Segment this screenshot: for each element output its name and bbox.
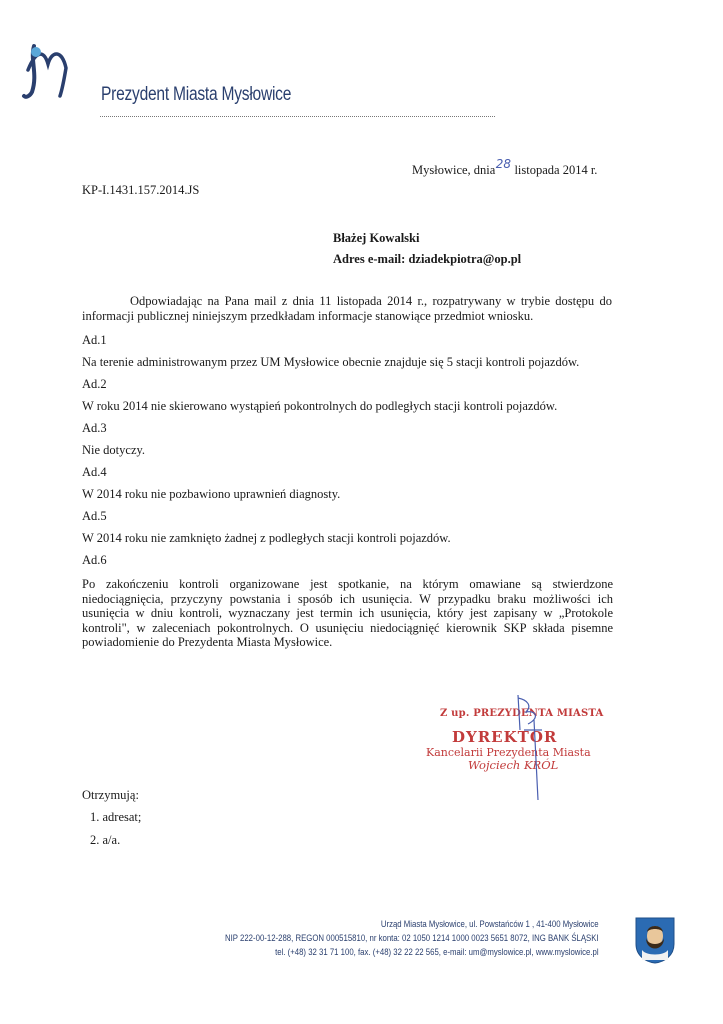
item-text-3: Nie dotyczy. bbox=[82, 443, 146, 457]
header-divider bbox=[100, 116, 495, 117]
stamp-line-2: DYREKTOR bbox=[452, 728, 558, 746]
letter-date bbox=[412, 157, 598, 178]
item-text-4: W 2014 roku nie pozbawiono uprawnień diagnosty. bbox=[82, 487, 341, 501]
recipient-name: Błażej Kowalski bbox=[333, 231, 420, 245]
stamp-line-4: Wojciech KRÓL bbox=[468, 758, 559, 772]
stamp-line-3: Kancelarii Prezydenta Miasta bbox=[426, 746, 591, 759]
footer-line-1: Urząd Miasta Mysłowice, ul. Powstańców 1 , 41-400 Mysłowice bbox=[381, 919, 599, 930]
item-label-5: Ad.5 bbox=[82, 509, 107, 523]
city-crest-icon bbox=[634, 916, 676, 964]
item-text-6: Po zakończeniu kontroli organizowane jest spotkanie, na którym omawiane są stwierdzone niedociągnięcia, przyczyny powstania i sposób ich usunięcia. W przypadku braku możliwości ich usunięcia w dniu kontroli, wyznaczany jest termin ich usunięcia, który jest zapisany w „Protokole kontroli", w zaleceniach pokontrolnych. O usunięciu niedociągnięć kierownik SKP składa pisemne powiadomienie do Prezydenta Miasta Mysłowice. bbox=[82, 577, 613, 649]
header-title: Prezydent Miasta Mysłowice bbox=[101, 84, 292, 105]
date-suffix: listopada 2014 r. bbox=[511, 163, 598, 177]
recipients-item-2: 2. a/a. bbox=[90, 833, 121, 847]
recipients-heading: Otrzymują: bbox=[82, 788, 139, 802]
item-label-6: Ad.6 bbox=[82, 553, 107, 567]
item-text-2: W roku 2014 nie skierowano wystąpień pokontrolnych do podległych stacji kontroli pojazdów. bbox=[82, 399, 558, 413]
intro-paragraph: Odpowiadając na Pana mail z dnia 11 listopada 2014 r., rozpatrywany w trybie dostępu do informacji publicznej niniejszym przedkładam informacje stanowiące przedmiot wniosku. bbox=[82, 294, 612, 323]
item-label-3: Ad.3 bbox=[82, 421, 107, 435]
handwritten-signature bbox=[498, 690, 568, 805]
recipient-email: Adres e-mail: dziadekpiotra@op.pl bbox=[333, 252, 522, 266]
date-prefix: Mysłowice, dnia bbox=[412, 163, 496, 177]
city-logo-icon bbox=[20, 40, 70, 100]
stamp-line-1: Z up. PREZYDENTA MIASTA bbox=[440, 708, 604, 719]
date-day-handwritten: 28 bbox=[495, 157, 511, 171]
footer-address bbox=[225, 918, 599, 960]
item-label-1: Ad.1 bbox=[82, 333, 107, 347]
footer-line-3: tel. (+48) 32 31 71 100, fax. (+48) 32 22 22 565, e-mail: um@myslowice.pl, www.myslowice.pl bbox=[275, 947, 599, 958]
item-label-4: Ad.4 bbox=[82, 465, 107, 479]
item-text-1: Na terenie administrowanym przez UM Mysłowice obecnie znajduje się 5 stacji kontroli pojazdów. bbox=[82, 355, 580, 369]
reference-number: KP-I.1431.157.2014.JS bbox=[82, 183, 200, 197]
item-text-5: W 2014 roku nie zamknięto żadnej z podległych stacji kontroli pojazdów. bbox=[82, 531, 451, 545]
footer-line-2: NIP 222-00-12-288, REGON 000515810, nr konta: 02 1050 1214 1000 0023 5651 8072, ING BANK ŚLĄSKI bbox=[225, 933, 599, 944]
item-label-2: Ad.2 bbox=[82, 377, 107, 391]
recipients-item-1: 1. adresat; bbox=[90, 810, 142, 824]
